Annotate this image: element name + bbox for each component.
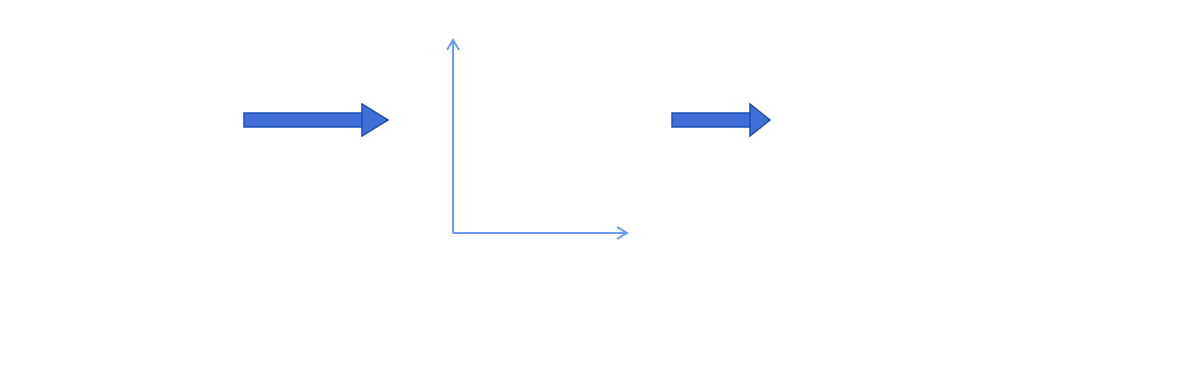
arrow-1-icon bbox=[244, 104, 388, 136]
maldi-spectrum bbox=[447, 40, 627, 239]
arrow-2-icon bbox=[672, 104, 770, 136]
